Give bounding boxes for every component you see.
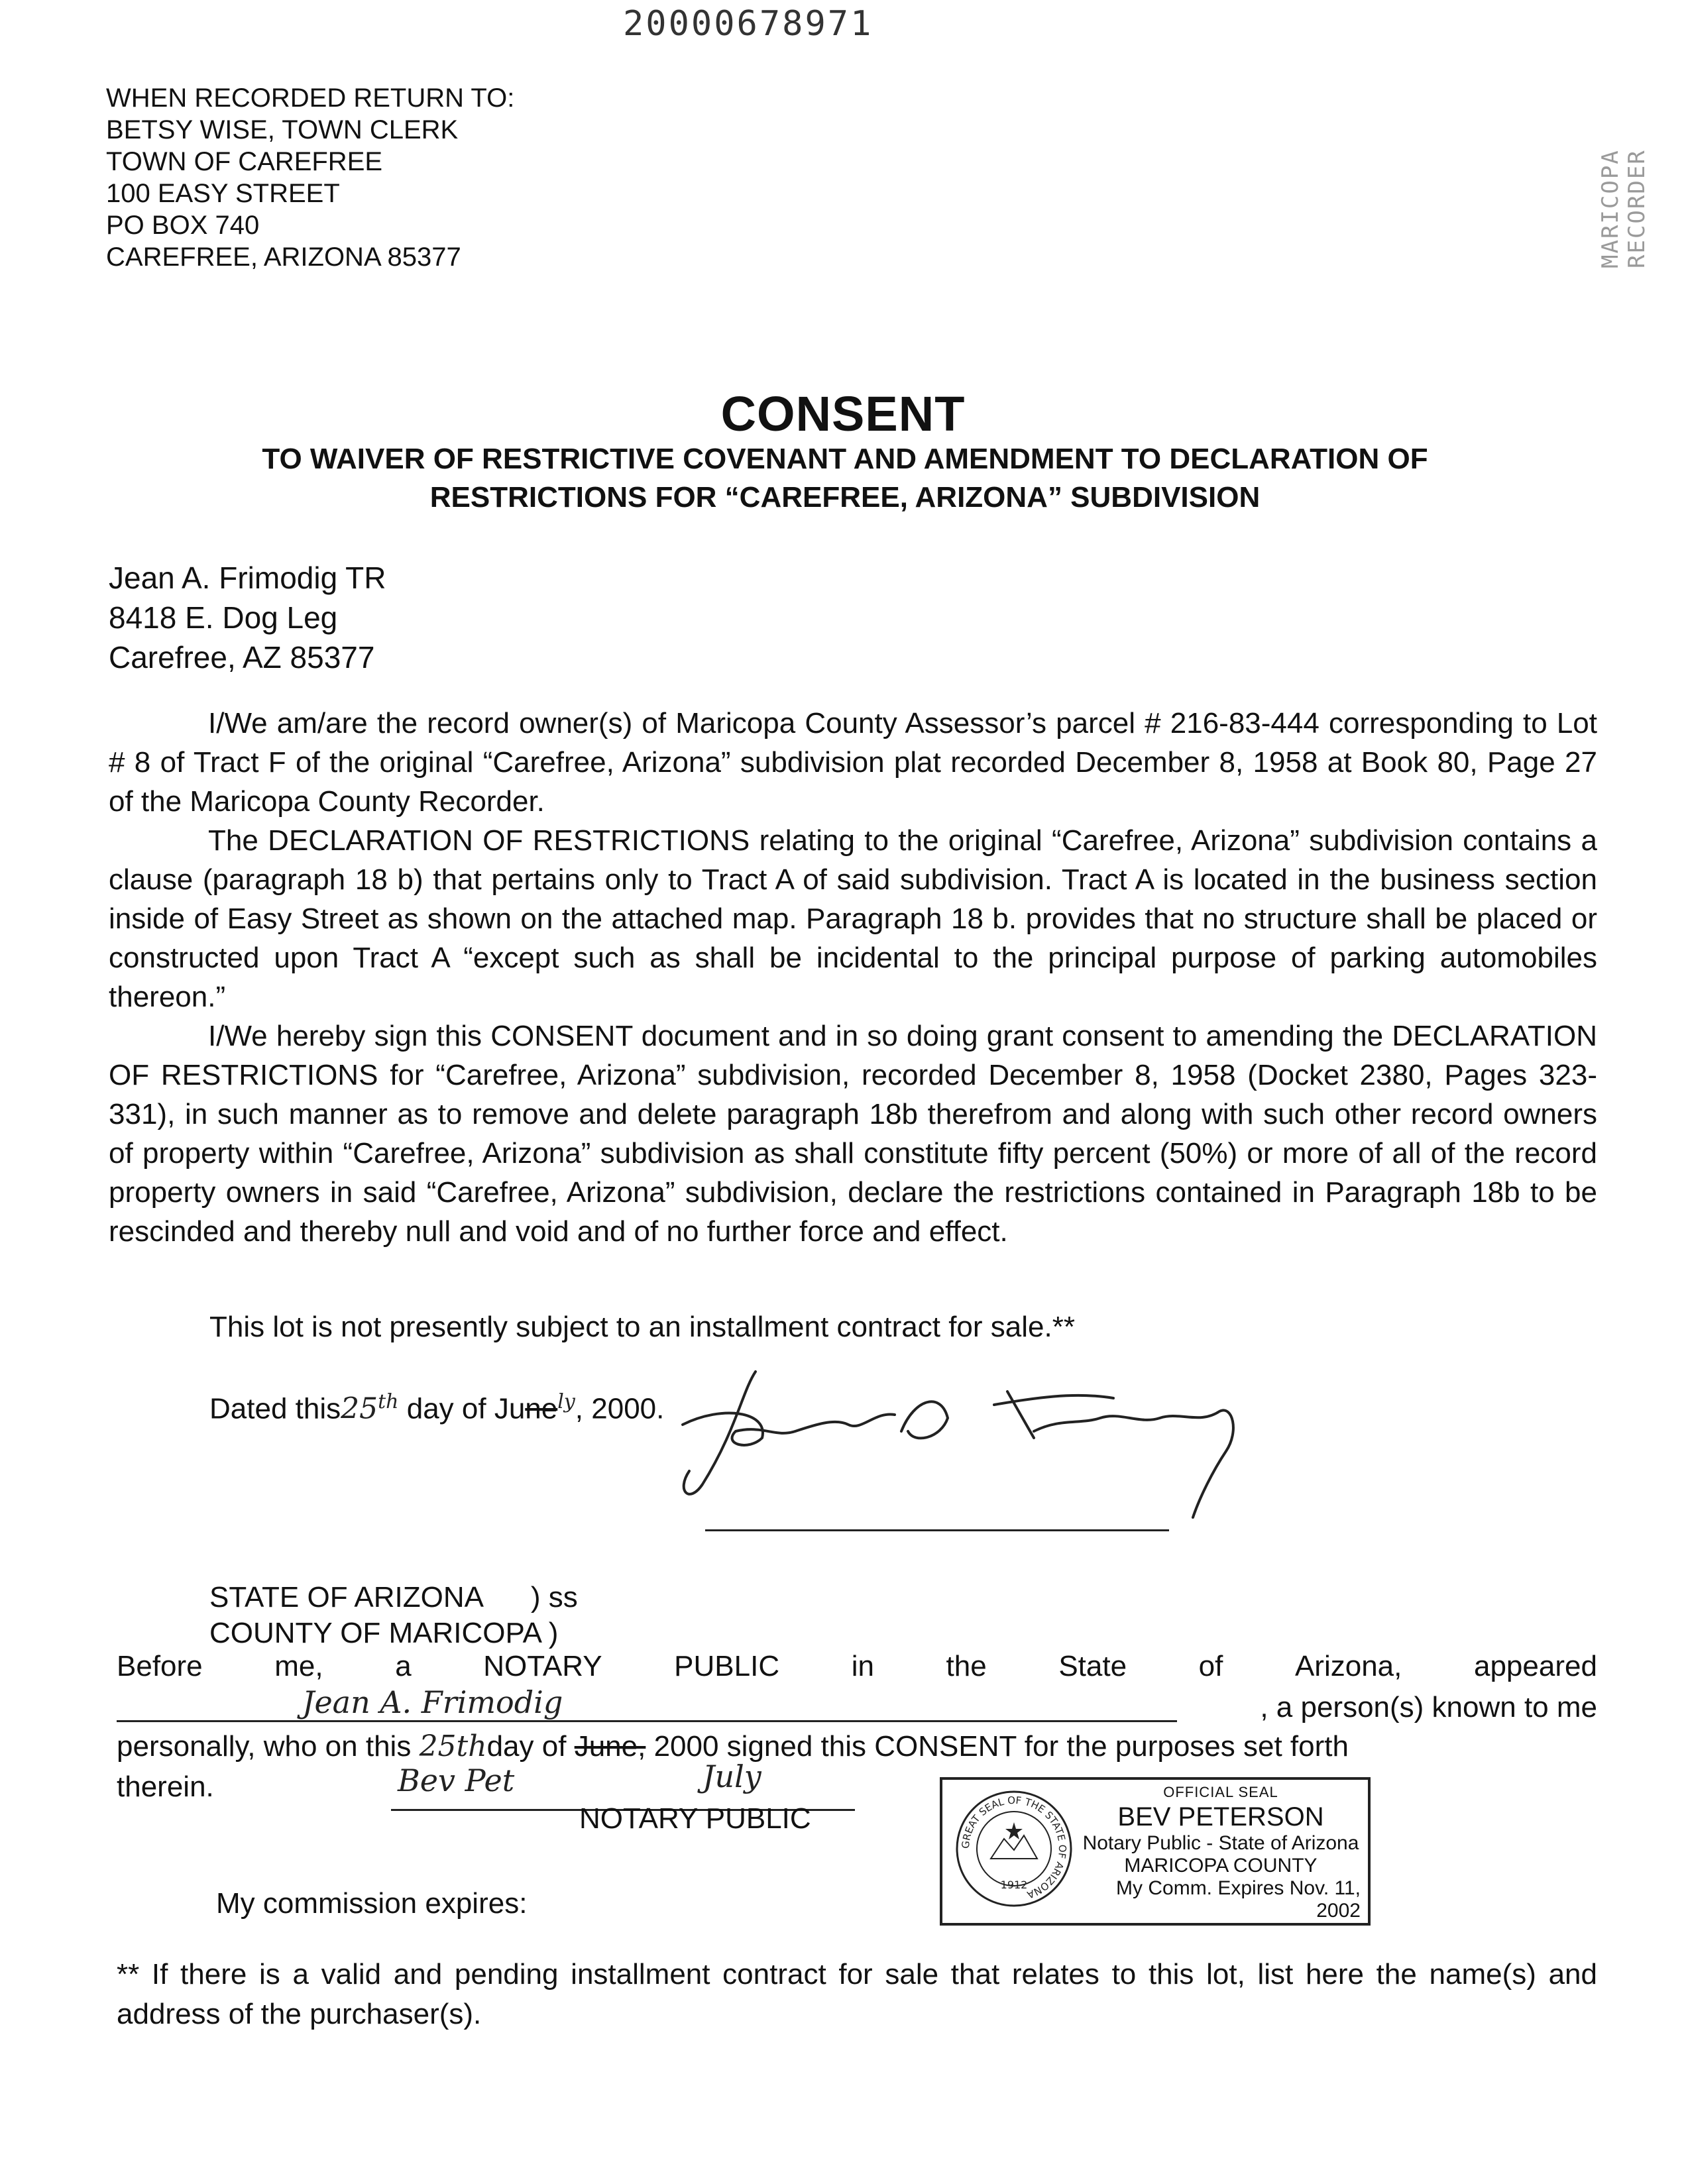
venue-county: COUNTY OF MARICOPA ) [209, 1617, 559, 1649]
before-word: the [946, 1650, 987, 1682]
owner-city: Carefree, AZ 85377 [109, 640, 375, 675]
seal-text-block [1078, 1784, 1363, 1922]
dated-line [209, 1390, 664, 1426]
notary-public-label: NOTARY PUBLIC [579, 1802, 811, 1835]
installment-note: This lot is not presently subject to an installment contract for sale.** [209, 1311, 1075, 1343]
notary-signature-handwritten: Bev Pet [398, 1763, 515, 1798]
installment-footnote: ** If there is a valid and pending installment contract for sale that relates to this lot, list here the name(s) and address of the purchaser(s). [117, 1958, 1597, 2030]
dated-day-handwritten: 25 [341, 1392, 378, 1426]
document-title: CONSENT [720, 386, 966, 441]
seal-official-label: OFFICIAL SEAL [1163, 1784, 1278, 1800]
return-line: CAREFREE, ARIZONA 85377 [106, 243, 461, 272]
personally-suffix: 2000 signed this CONSENT for the purposes set forth [653, 1730, 1349, 1763]
seal-ring-text: GREAT SEAL OF THE STATE OF ARIZONA [959, 1794, 1069, 1901]
dated-prefix: Dated this [209, 1392, 341, 1425]
signature-stroke [1034, 1410, 1233, 1517]
return-line: 100 EASY STREET [106, 179, 340, 208]
seal-notary-title: Notary Public - State of Arizona [1082, 1832, 1359, 1854]
before-word: PUBLIC [674, 1650, 780, 1682]
before-word: me, [274, 1650, 323, 1682]
personally-struck-month: June, [574, 1730, 646, 1763]
commission-expires-label: My commission expires: [216, 1887, 528, 1920]
before-word: a [395, 1650, 412, 1682]
paragraph-declaration: The DECLARATION OF RESTRICTIONS relating to the original “Carefree, Arizona” subdivision contains a clause (paragraph 18 b) that pertains only to Tract A of said subdivision. Tract A is located in the business section inside of Easy Street as shown on the attached map. Paragraph 18 b. provides that no structure shall be placed or constructed upon Tract A “except such as shall be incidental to the principal purpose of parking automobiles thereon.” [109, 824, 1597, 1013]
recorder-side-stamp: MARICOPA RECORDER [1597, 149, 1650, 268]
named-person-suffix: , a person(s) known to me [1260, 1691, 1597, 1723]
subtitle-line: RESTRICTIONS FOR “CAREFREE, ARIZONA” SUBDIVISION [429, 481, 1261, 514]
owner-address-block [109, 558, 386, 677]
personally-day-handwritten: 25th [419, 1729, 487, 1763]
seal-year: 1912 [1000, 1879, 1028, 1891]
return-address-block [106, 82, 514, 273]
before-word: Before [117, 1650, 203, 1682]
notary-personally-line [117, 1729, 1597, 1763]
owner-name: Jean A. Frimodig TR [109, 561, 386, 595]
before-word: in [851, 1650, 874, 1682]
signature-stroke [994, 1392, 1113, 1438]
before-word: of [1198, 1650, 1223, 1682]
seal-notary-name: BEV PETERSON [1117, 1802, 1324, 1831]
before-word: appeared [1473, 1650, 1597, 1682]
named-person-handwritten: Jean A. Frimodig [302, 1684, 563, 1720]
paragraph-consent: I/We hereby sign this CONSENT document and in so doing grant consent to amending the DECLARATION OF RESTRICTIONS for “Carefree, Arizona” subdivision, recorded December 8, 1958 (Docket 2380, Pages 323-331), in such manner as to remove and delete paragraph 18b therefrom and along with such other record owners of property within “Carefree, Arizona” subdivision as shall constitute fifty percent (50%) or more of all of the record property owners in said “Carefree, Arizona” subdivision, declare the restrictions contained in Paragraph 18b to be rescinded and thereby null and void and of no further force and effect. [109, 1020, 1597, 1248]
arizona-state-seal-icon [954, 1789, 1074, 1908]
owner-street: 8418 E. Dog Leg [109, 600, 338, 635]
seal-expiration: My Comm. Expires Nov. 11, 2002 [1116, 1877, 1361, 1922]
recording-number: 20000678971 [623, 4, 873, 44]
venue-state: STATE OF ARIZONA ) ss [209, 1581, 578, 1613]
owner-signature-line [705, 1529, 1169, 1531]
notary-before-line [117, 1650, 1597, 1683]
personally-mid: day of [486, 1730, 567, 1763]
seal-county: MARICOPA COUNTY [1124, 1855, 1318, 1877]
notary-month-handwritten: July [702, 1759, 761, 1794]
before-word: Arizona, [1294, 1650, 1402, 1682]
signature-stroke [683, 1413, 895, 1445]
personally-prefix: personally, who on this [117, 1730, 412, 1763]
document-subtitle [152, 440, 1538, 517]
dated-day-suffix-handwritten: th [378, 1390, 399, 1413]
before-word: NOTARY [483, 1650, 602, 1682]
notary-seal-stamp [940, 1777, 1371, 1926]
return-line: BETSY WISE, TOWN CLERK [106, 115, 459, 144]
before-word: State [1058, 1650, 1127, 1682]
dated-month-handwritten: ly [557, 1390, 575, 1413]
therein-label: therein. [117, 1771, 214, 1803]
dated-struck-month: ne [525, 1392, 558, 1425]
subtitle-line: TO WAIVER OF RESTRICTIVE COVENANT AND AMENDMENT TO DECLARATION OF [262, 443, 1428, 475]
return-line: TOWN OF CAREFREE [106, 147, 383, 176]
owner-signature [663, 1352, 1259, 1524]
dated-suffix: , 2000. [575, 1392, 665, 1425]
signature-stroke [901, 1401, 948, 1438]
venue-block [209, 1580, 578, 1651]
return-line: WHEN RECORDED RETURN TO: [106, 83, 515, 113]
named-person-blank [117, 1720, 1177, 1722]
paragraph-ownership: I/We am/are the record owner(s) of Maricopa County Assessor’s parcel # 216-83-444 corresponding to Lot # 8 of Tract F of the original “Carefree, Arizona” subdivision plat recorded December 8, 1958 at Book 80, Page 27 of the Maricopa County Recorder. [109, 707, 1597, 818]
signature-stroke [684, 1372, 756, 1494]
return-line: PO BOX 740 [106, 211, 260, 240]
dated-mid: day of Ju [406, 1392, 526, 1425]
consent-body [109, 704, 1597, 1251]
